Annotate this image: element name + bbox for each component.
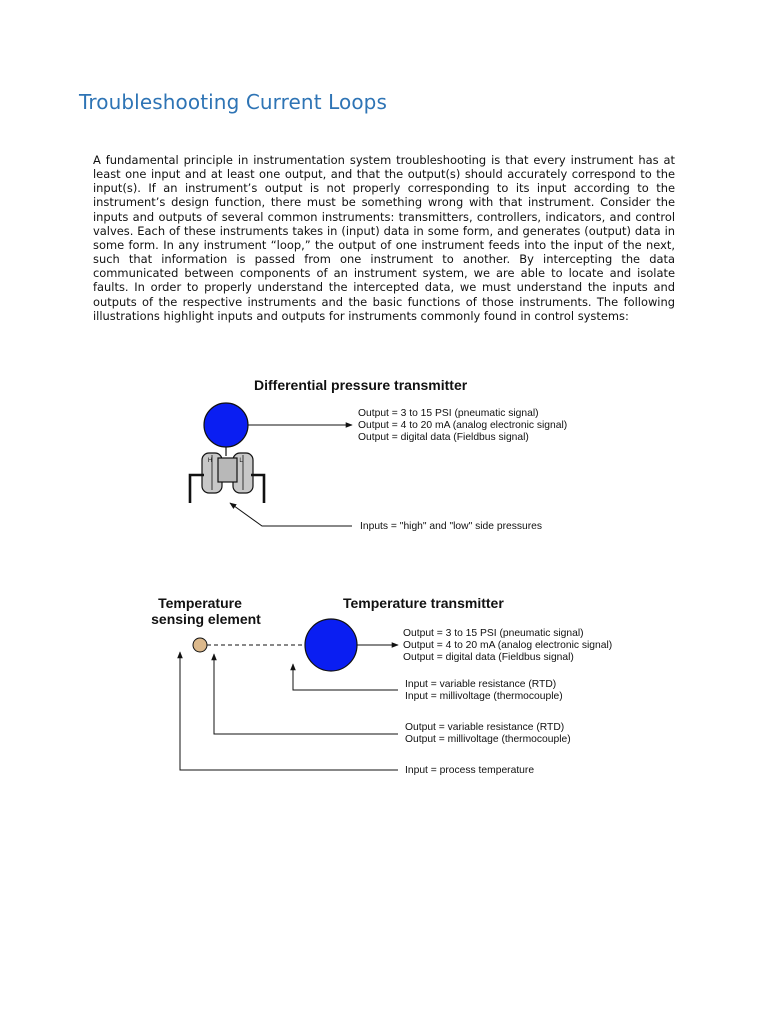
- sensing-element: [193, 638, 207, 652]
- element-output-thermocouple: Output = millivoltage (thermocouple): [405, 734, 571, 745]
- temp-transmitter-head: [305, 619, 357, 671]
- transmitter-input-rtd: Input = variable resistance (RTD): [405, 679, 557, 690]
- temp-output-analog: Output = 4 to 20 mA (analog electronic signal): [403, 640, 613, 651]
- dp-transmitter-graphic: [190, 403, 264, 503]
- dp-transmitter-head: [204, 403, 248, 447]
- element-output-arrow: [214, 654, 398, 734]
- dp-output-pneumatic: Output = 3 to 15 PSI (pneumatic signal): [358, 408, 539, 419]
- dp-input-arrow: [230, 503, 352, 526]
- transmitter-input-arrow: [293, 664, 398, 690]
- dp-output-analog: Output = 4 to 20 mA (analog electronic signal): [358, 420, 568, 431]
- transmitter-input-thermocouple: Input = millivoltage (thermocouple): [405, 691, 563, 702]
- element-output-rtd: Output = variable resistance (RTD): [405, 722, 565, 733]
- dp-inputs-label: Inputs = "high" and "low" side pressures: [360, 521, 543, 532]
- dp-transmitter-diagram: [190, 377, 567, 532]
- dp-heading: Differential pressure transmitter: [254, 377, 468, 393]
- temp-output-digital: Output = digital data (Fieldbus signal): [403, 652, 574, 663]
- process-input-label: Input = process temperature: [405, 765, 535, 776]
- process-input-arrow: [180, 652, 398, 770]
- port-low-label: L: [239, 458, 243, 464]
- temp-output-pneumatic: Output = 3 to 15 PSI (pneumatic signal): [403, 628, 584, 639]
- body-paragraph: A fundamental principle in instrumentation system troubleshooting is that every instrument has at least one input and at least one output, and that the output(s) should accurately correspond to the input(s). If an instrument’s output is not properly corresponding to its input according to the instrument’s design function, there must be something wrong with that instrument. Consider the inputs and outputs of several common instruments: transmitters, controllers, indicators, and control valves. Each of these instruments takes in (input) data in some form, and generates (output) data in some form. In any instrument “loop,” the output of one instrument feeds into the input of the next, such that information is passed from one instrument to another. By intercepting the data communicated between components of an instrument system, we are able to locate and isolate faults. In order to properly understand the intercepted data, we must understand the inputs and outputs of the respective instruments and the basic functions of those instruments. The following illustrations highlight inputs and outputs for instruments commonly found in control systems:: [93, 153, 675, 323]
- temp-transmitter-heading: Temperature transmitter: [343, 595, 504, 611]
- sensing-element-heading-2: sensing element: [151, 611, 261, 627]
- sensing-element-heading-1: Temperature: [158, 595, 242, 611]
- page-title: Troubleshooting Current Loops: [79, 90, 387, 114]
- dp-output-digital: Output = digital data (Fieldbus signal): [358, 432, 529, 443]
- port-high-label: H: [207, 458, 213, 464]
- temperature-diagram: [151, 595, 612, 776]
